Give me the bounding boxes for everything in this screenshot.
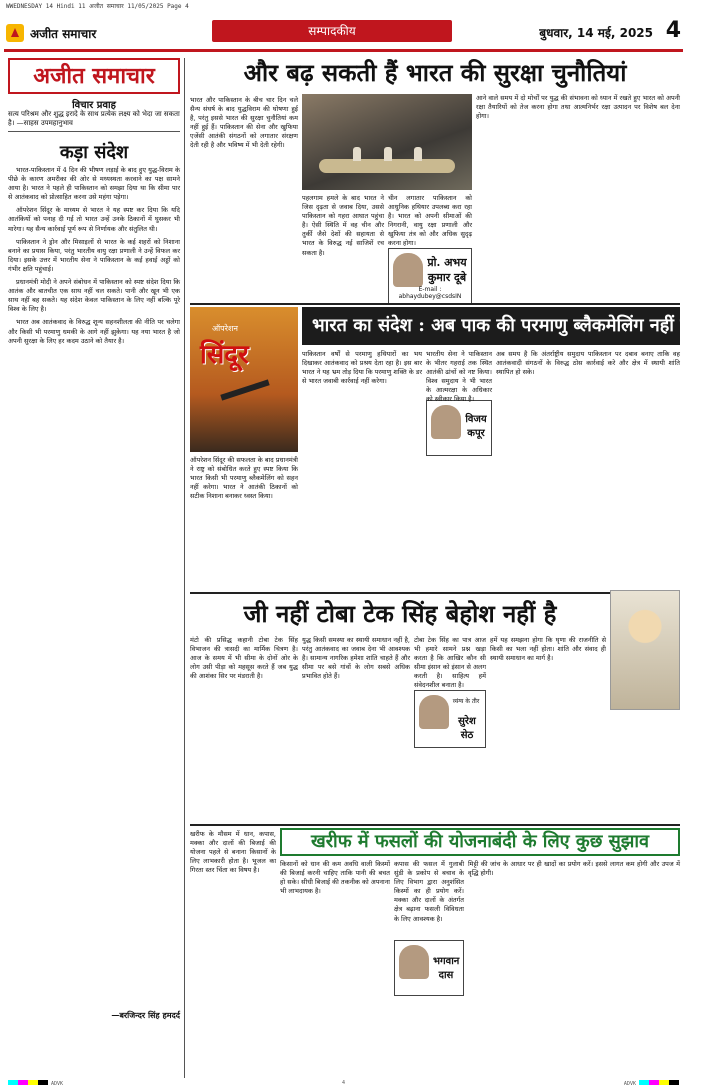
editorial-masthead: अजीत समाचार xyxy=(8,58,180,94)
thought-heading: विचार प्रवाह xyxy=(72,100,116,111)
article1-column: पहलगाम हमले के बाद भारत ने जिस दृढ़ता से जवाब दिया, उससे पाकिस्तान को गहरा आघात पहुंचा है। ऐसी स्थिति में वह चीन और तुर्की जैसे देशों की सहायता से भारत के विरुद्ध नई साजिशें रच सकता है। xyxy=(302,194,384,257)
author-photo xyxy=(431,405,461,439)
article2-column: ऑपरेशन सिंदूर की सफलता के बाद प्रधानमंत्री ने राष्ट्र को संबोधित करते हुए स्पष्ट किया कि भारत किसी भी परमाणु ब्लैकमेलिंग को सहन नहीं करेगा। भारत ने आतंकी ठिकानों को सटीक निशाना बनाकर ध्वस्त किया। xyxy=(190,456,298,501)
photo-table xyxy=(319,159,455,172)
author-name: प्रो. अभय कुमार दूबे xyxy=(427,256,467,284)
page-number: 4 xyxy=(665,18,681,43)
author-photo xyxy=(399,945,429,979)
section-rule xyxy=(190,824,680,826)
editorial-paragraph: पाकिस्तान ने ड्रोन और मिसाइलों से भारत के कई शहरों को निशाना बनाने का प्रयास किया, परंतु भारतीय वायु रक्षा प्रणाली ने उन्हें विफल कर दिया। इसके उत्तर में भारतीय सेना ने पाकिस्तान के कई हवाई अड्डों को गंभीर क्षति पहुंचाई। xyxy=(8,237,180,273)
article3-headline: जी नहीं टोबा टेक सिंह बेहोश नहीं है xyxy=(243,599,557,628)
article3-column: हमें यह समझना होगा कि घृणा की राजनीति से किसी का भला नहीं होता। शांति और संवाद ही स्थायी समाधान का मार्ग है। xyxy=(490,636,606,663)
print-slug: WWEDNESDAY 14 Hindi 11 अजीत समाचार 11/05/2025 Page 4 xyxy=(6,3,189,10)
section-rule xyxy=(190,592,680,594)
footer-right: ADVK xyxy=(624,1080,679,1087)
article1-column: आने वाले समय में दो मोर्चों पर युद्ध की संभावना को ध्यान में रखते हुए भारत को अपनी रक्षा तैयारियों को तेज करना होगा तथा आत्मनिर्भर रक्षा उत्पादन पर विशेष बल देना होगा। xyxy=(476,94,680,121)
editorial-paragraph: भारत अब आतंकवाद के विरुद्ध शून्य सहनशीलता की नीति पर चलेगा और किसी भी परमाणु धमकी के आगे नहीं झुकेगा। यह नया भारत है जो अपनी सुरक्षा के लिए हर कदम उठाने को तैयार है। xyxy=(8,318,180,345)
column-divider xyxy=(184,58,185,1078)
paper-name: अजीत समाचार xyxy=(30,27,97,41)
article3-column: युद्ध किसी समस्या का स्थायी समाधान नहीं है, परंतु आतंकवाद का जवाब देना भी आवश्यक है। सामान्य नागरिक हमेशा शांति चाहते हैं और सीमा पर बसे गांवों के लोग सबसे अधिक प्रभावित होते हैं। xyxy=(302,636,410,681)
article4-column: मिट्टी की जांच के आधार पर ही खादों का प्रयोग करें। इससे लागत कम होगी और उपज में वृद्धि होगी। xyxy=(468,860,680,878)
article4-column: कपास की फसल में गुलाबी सुंडी के प्रकोप से बचाव के लिए विभाग द्वारा अनुशंसित किस्मों का ही प्रयोग करें। मक्का और दालों के अंतर्गत क्षेत्र बढ़ाना फसली विविधता के लिए आवश्यक है। xyxy=(394,860,464,923)
section-label: सम्पादकीय xyxy=(212,20,452,42)
photo-person xyxy=(353,147,361,161)
graphic-title: सिंदूर xyxy=(200,340,249,370)
article2-column: भारतीय सेना ने पाकिस्तान के भीतर गहराई तक स्थित आतंकी ढांचों को नष्ट किया। विश्व समुदाय ने भी भारत के आत्मरक्षा के अधिकार को स्वीकार किया है। xyxy=(426,350,492,404)
author-name: भगवान दास xyxy=(433,956,460,981)
page-header xyxy=(4,12,683,52)
article2-headline: भारत का संदेश : अब पाक की परमाणु ब्लैकमेलिंग नहीं चलेगी xyxy=(302,307,680,345)
footer-page: 4 xyxy=(341,1080,345,1086)
article3-column: मंटो की प्रसिद्ध कहानी टोबा टेक सिंह विभाजन की त्रासदी का मार्मिक चित्रण है। आज के समय में भी सीमा के दोनों ओर के लोग उसी पीड़ा को महसूस करते हैं जब युद्ध की आशंका सिर पर मंडराती है। xyxy=(190,636,298,681)
article4-headline: खरीफ में फसलों की योजनाबंदी के लिए कुछ सुझाव xyxy=(280,828,680,856)
article4-author-box xyxy=(394,940,464,996)
article3-column: टोबा टेक सिंह का पात्र आज भी हमारे सामने प्रश्न खड़ा करता है कि आखिर कौन सी सीमा इंसान को इंसान से अलग करती है। साहित्य हमें संवेदनशील बनाता है। xyxy=(414,636,486,690)
editorial-signature: —बरजिन्दर सिंह हमदर्द xyxy=(111,1010,180,1020)
article1-column: भारत और पाकिस्तान के बीच चार दिन चले सैन्य संघर्ष के बाद युद्धविराम की घोषणा हुई है, परंतु इससे भारत की सुरक्षा चुनौतियां कम नहीं हुई हैं। पाकिस्तान की सेना और खुफिया एजेंसी आतंकी संगठनों को लगातार संरक्षण देती रही है और भविष्य में भी देती रहेगी। xyxy=(190,96,298,150)
editorial-body xyxy=(8,166,180,1008)
meeting-photo xyxy=(302,94,472,190)
editorial-paragraph: प्रधानमंत्री मोदी ने अपने संबोधन में पाकिस्तान को स्पष्ट संदेश दिया कि आतंक और बातचीत एक साथ नहीं चल सकते। पानी और खून भी एक साथ नहीं बह सकते। यह संदेश केवल पाकिस्तान के लिए नहीं बल्कि पूरे विश्व के लिए है। xyxy=(8,278,180,314)
color-bar-icon xyxy=(639,1080,679,1085)
article4-column: खरीफ के मौसम में धान, कपास, मक्का और दालों की बिजाई की योजना पहले से बनाना किसानों के लिए लाभकारी होता है। भूजल का गिरता स्तर चिंता का विषय है। xyxy=(190,830,276,875)
operation-sindoor-graphic xyxy=(190,307,298,452)
article1-column: चीन लगातार पाकिस्तान को आधुनिक हथियार उपलब्ध करा रहा है। भारत को अपनी सीमाओं की निगरानी, वायु रक्षा प्रणाली और खुफिया तंत्र को और अधिक सुदृढ़ करना होगा। xyxy=(388,194,472,248)
article2-column: अब समय है कि अंतर्राष्ट्रीय समुदाय पाकिस्तान पर दबाव बनाए ताकि वह आतंकवादी संगठनों के विरुद्ध ठोस कार्रवाई करे और क्षेत्र में स्थायी शांति स्थापित हो सके। xyxy=(496,350,680,377)
editorial-paragraph: ऑपरेशन सिंदूर के माध्यम से भारत ने यह स्पष्ट कर दिया कि यदि आतंकियों को पनाह दी गई तो भारत उन्हें उनके ठिकानों में घुसकर भी मारेगा। यह सैन्य कार्रवाई पूर्ण रूप से निर्णायक और संतुलित थी। xyxy=(8,206,180,233)
article1-headline: और बढ़ सकती हैं भारत की सुरक्षा चुनौतियां xyxy=(243,58,627,87)
color-bar-icon xyxy=(8,1080,48,1085)
footer-left: ADVK xyxy=(8,1080,63,1087)
jet-icon xyxy=(220,379,269,400)
page-footer xyxy=(0,1078,687,1089)
author-name: सुरेश सेठ xyxy=(458,716,476,741)
column-tag: व्यंग्य के तीर xyxy=(452,698,480,705)
issue-date: बुधवार, 14 मई, 2025 xyxy=(539,26,653,40)
editorial-paragraph: भारत-पाकिस्तान में 4 दिन की भीषण लड़ाई के बाद हुए युद्ध-विराम के पीछे के कारण अमरीका की ओर से मध्यस्थता करवाने का पक्ष सामने आया है। भारत ने पहले ही पाकिस्तान को समझा दिया था कि सीमा पार से आतंकवाद को प्रोत्साहित करना उसे महंगा पड़ेगा। xyxy=(8,166,180,202)
thought-text: सत्य परिश्रम और शुद्ध इरादे के साथ प्रत्येक लक्ष्य को भेदा जा सकता है। —साहस उपमहानुभाव xyxy=(8,110,180,132)
photo-person xyxy=(384,147,392,161)
article2-column: पाकिस्तान वर्षों से परमाणु हथियारों का भय दिखाकर आतंकवाद को प्रश्रय देता रहा है। इस बार भारत ने यह भ्रम तोड़ दिया कि परमाणु शक्ति के डर से भारत जवाबी कार्रवाई नहीं करेगा। xyxy=(302,350,422,386)
author-photo xyxy=(419,695,449,729)
paper-logo-icon xyxy=(6,24,24,42)
article3-author-box xyxy=(414,690,486,748)
photo-person xyxy=(414,147,422,161)
author-name: विजय कपूर xyxy=(465,414,487,439)
article4-column: किसानों को धान की कम अवधि वाली किस्मों की बिजाई करनी चाहिए ताकि पानी की बचत हो सके। सीधी बिजाई की तकनीक को अपनाना भी लाभदायक है। xyxy=(280,860,390,896)
article2-author-box xyxy=(426,400,492,456)
section-rule xyxy=(190,303,680,305)
article1-author-box xyxy=(388,248,472,304)
author-email: E-mail : abhaydubey@csdsIN xyxy=(398,286,462,300)
author-photo xyxy=(393,253,423,287)
editorial-title: कड़ा संदेश xyxy=(59,142,129,163)
manto-illustration xyxy=(610,590,680,710)
graphic-caption: ऑपरेशन xyxy=(212,324,238,333)
